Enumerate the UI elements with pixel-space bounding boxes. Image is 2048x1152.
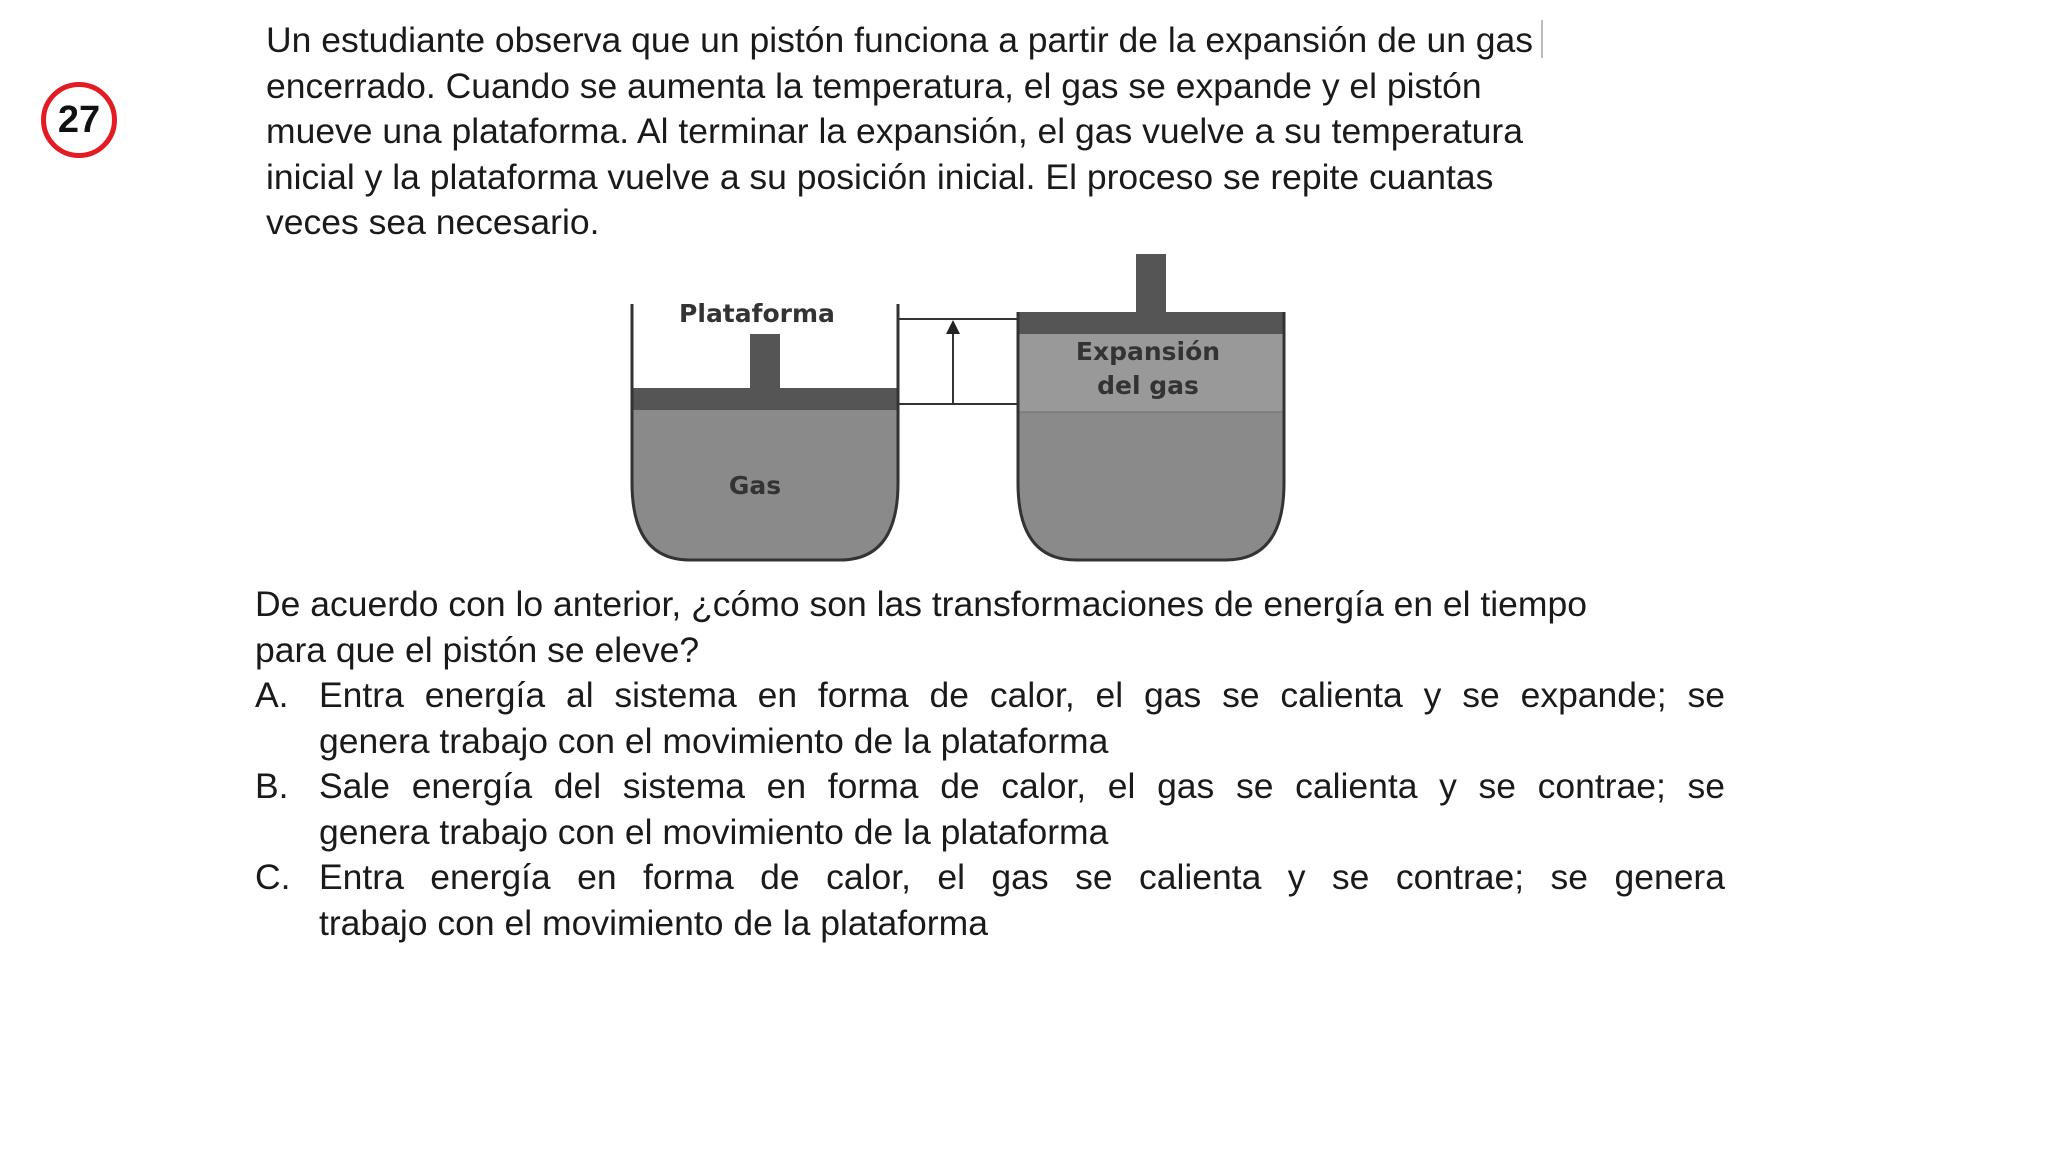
option-text [319,855,1725,946]
option-text [319,764,1725,855]
option-letter: B. [255,766,289,806]
piston-rod-left [750,334,780,388]
question-line: para que el pistón se eleve? [255,629,700,670]
option-line: Entra energía en forma de calor, el gas se calienta y se contrae; se genera [319,857,1725,897]
option-text [319,673,1725,764]
option-line: genera trabajo con el movimiento de la plataforma [319,720,1109,761]
piston-diagram-svg [620,248,1300,574]
option-b[interactable] [255,764,1725,855]
option-line: trabajo con el movimiento de la plataforma [319,902,988,943]
stem-line: veces sea necesario. [266,202,600,242]
stem-line: mueve una plataforma. Al terminar la expansión, el gas vuelve a su temperatura [266,111,1523,151]
option-line: genera trabajo con el movimiento de la plataforma [319,811,1109,852]
label-expansion-line2: del gas [1097,371,1199,400]
answer-options [255,673,1725,946]
question-line: De acuerdo con lo anterior, ¿cómo son las transformaciones de energía en el tiempo [255,584,1587,624]
question-number-badge: 27 [41,82,117,158]
option-a[interactable] [255,673,1725,764]
stem-line: inicial y la plataforma vuelve a su posición inicial. El proceso se repite cuantas [266,156,1494,197]
option-line: Entra energía al sistema en forma de calor, el gas se calienta y se expande; se [319,675,1725,715]
question-stem [266,18,1706,246]
option-c[interactable] [255,855,1725,946]
rise-arrow-head [946,320,960,334]
question-prompt [255,582,1725,673]
platform-right [1018,312,1284,334]
label-gas: Gas [728,471,782,500]
text-cursor [1541,20,1543,58]
option-letter: C. [255,857,291,897]
option-line: Sale energía del sistema en forma de calor, el gas se calienta y se contrae; se [319,766,1725,806]
stem-line: encerrado. Cuando se aumenta la temperatura, el gas se expande y el pistón [266,65,1482,106]
label-platform: Plataforma [679,299,835,328]
label-expansion-line1: Expansión [1075,337,1221,366]
stem-line-text: Un estudiante observa que un pistón funciona a partir de la expansión de un gas [266,20,1534,60]
platform-left [632,388,898,410]
option-letter: A. [255,675,289,715]
piston-diagram [620,248,1300,574]
piston-rod-right [1136,254,1166,312]
stem-line [266,18,1706,64]
